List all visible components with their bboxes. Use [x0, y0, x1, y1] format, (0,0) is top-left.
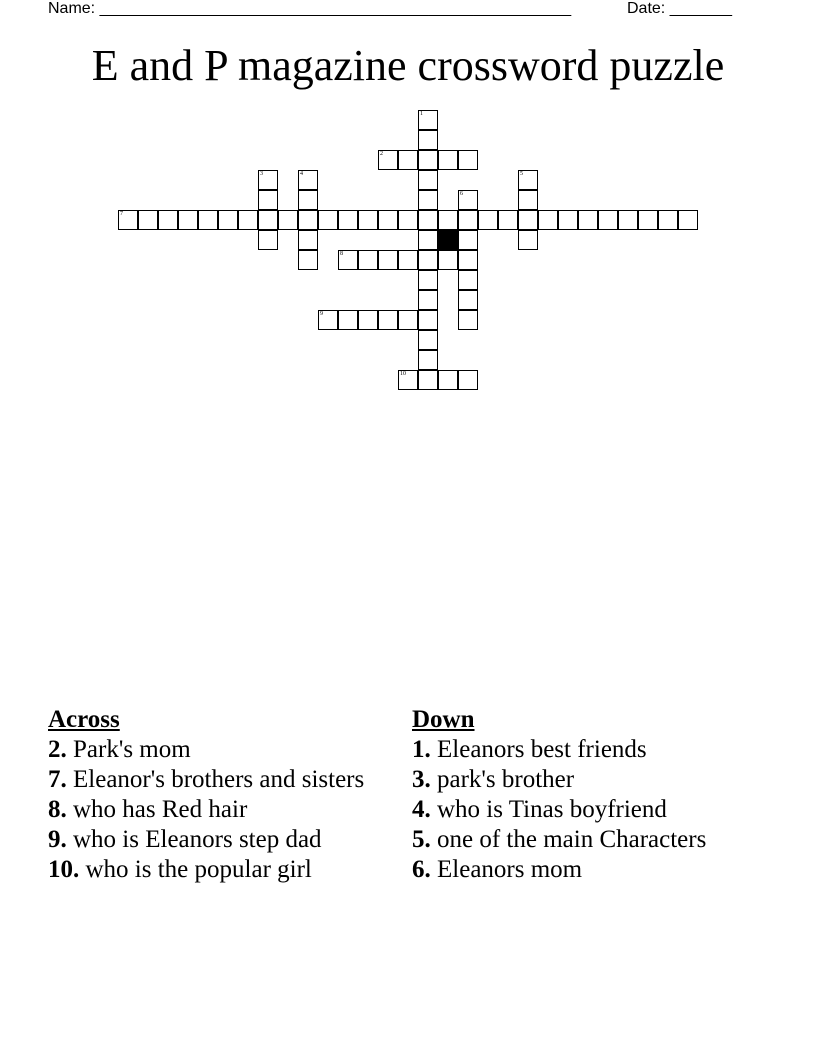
date-line: _______: [669, 0, 732, 17]
grid-cell[interactable]: [418, 290, 438, 310]
cell-number: 9: [320, 311, 323, 317]
grid-cell[interactable]: [358, 310, 378, 330]
grid-cell[interactable]: [538, 210, 558, 230]
clue-text: Eleanors mom: [430, 856, 583, 883]
grid-cell[interactable]: [418, 370, 438, 390]
grid-cell[interactable]: [418, 270, 438, 290]
grid-cell[interactable]: [298, 210, 318, 230]
clue-text: Park's mom: [66, 736, 191, 763]
clue-text: who is Tinas boyfriend: [430, 796, 667, 823]
cell-number: 5: [520, 171, 523, 177]
cell-number: 10: [400, 371, 406, 377]
grid-cell[interactable]: [438, 150, 458, 170]
grid-cell[interactable]: [438, 250, 458, 270]
clue-number: 9.: [48, 826, 67, 853]
grid-cell[interactable]: [258, 210, 278, 230]
clue-number: 6.: [412, 856, 431, 883]
date-label: Date:: [627, 0, 666, 17]
grid-cell[interactable]: [158, 210, 178, 230]
clue-number: 5.: [412, 826, 431, 853]
grid-cell[interactable]: [338, 310, 358, 330]
grid-cell[interactable]: [238, 210, 258, 230]
grid-cell[interactable]: [658, 210, 678, 230]
grid-cell[interactable]: [458, 370, 478, 390]
clue-text: park's brother: [430, 766, 575, 793]
grid-cell[interactable]: [518, 190, 538, 210]
grid-cell[interactable]: [198, 210, 218, 230]
grid-cell[interactable]: [438, 210, 458, 230]
grid-cell[interactable]: [618, 210, 638, 230]
grid-cell[interactable]: [458, 250, 478, 270]
clue-text: who is Eleanors step dad: [66, 826, 322, 853]
grid-cell[interactable]: [518, 170, 538, 190]
grid-block: [438, 230, 458, 250]
clue-item: [412, 795, 752, 825]
grid-cell[interactable]: [498, 210, 518, 230]
grid-cell[interactable]: [298, 250, 318, 270]
grid-cell[interactable]: [258, 190, 278, 210]
across-clues: [48, 705, 388, 885]
across-heading: Across: [48, 706, 120, 733]
grid-cell[interactable]: [298, 190, 318, 210]
grid-cell[interactable]: [138, 210, 158, 230]
grid-cell[interactable]: [458, 190, 478, 210]
clue-text: who has Red hair: [66, 796, 248, 823]
grid-cell[interactable]: [418, 150, 438, 170]
grid-cell[interactable]: [338, 210, 358, 230]
clue-number: 3.: [412, 766, 431, 793]
grid-cell[interactable]: [378, 150, 398, 170]
grid-cell[interactable]: [118, 210, 138, 230]
grid-cell[interactable]: [598, 210, 618, 230]
grid-cell[interactable]: [178, 210, 198, 230]
grid-cell[interactable]: [458, 210, 478, 230]
grid-cell[interactable]: [298, 230, 318, 250]
grid-cell[interactable]: [418, 170, 438, 190]
clue-number: 8.: [48, 796, 67, 823]
grid-cell[interactable]: [378, 250, 398, 270]
clue-text: Eleanors best friends: [430, 736, 647, 763]
grid-cell[interactable]: [318, 310, 338, 330]
grid-cell[interactable]: [458, 150, 478, 170]
grid-cell[interactable]: [438, 370, 458, 390]
grid-cell[interactable]: [418, 130, 438, 150]
across-clue-list: [48, 735, 388, 885]
grid-cell[interactable]: [398, 210, 418, 230]
grid-cell[interactable]: [358, 210, 378, 230]
clue-number: 4.: [412, 796, 431, 823]
clue-item: [48, 795, 388, 825]
clue-item: [48, 765, 388, 795]
grid-cell[interactable]: [398, 150, 418, 170]
grid-cell[interactable]: [418, 330, 438, 350]
cell-number: 7: [120, 211, 123, 217]
grid-cell[interactable]: [338, 250, 358, 270]
grid-cell[interactable]: [518, 230, 538, 250]
grid-cell[interactable]: [258, 170, 278, 190]
grid-cell[interactable]: [418, 110, 438, 130]
down-heading: Down: [412, 706, 475, 733]
grid-cell[interactable]: [318, 210, 338, 230]
cell-number: 3: [260, 171, 263, 177]
clue-item: [412, 855, 752, 885]
grid-cell[interactable]: [518, 210, 538, 230]
cell-number: 8: [340, 251, 343, 257]
grid-cell[interactable]: [418, 190, 438, 210]
grid-cell[interactable]: [578, 210, 598, 230]
grid-cell[interactable]: [418, 210, 438, 230]
grid-cell[interactable]: [398, 370, 418, 390]
grid-cell[interactable]: [418, 310, 438, 330]
clue-text: who is the popular girl: [79, 856, 312, 883]
grid-cell[interactable]: [458, 230, 478, 250]
grid-cell[interactable]: [458, 270, 478, 290]
down-clues: [412, 705, 752, 885]
page-title: E and P magazine crossword puzzle: [91, 41, 725, 90]
grid-cell[interactable]: [418, 230, 438, 250]
grid-cell[interactable]: [418, 250, 438, 270]
clue-text: Eleanor's brothers and sisters: [66, 766, 365, 793]
grid-cell[interactable]: [678, 210, 698, 230]
cell-number: 2: [380, 151, 383, 157]
grid-cell[interactable]: [218, 210, 238, 230]
grid-cell[interactable]: [278, 210, 298, 230]
clue-item: [48, 855, 388, 885]
grid-cell[interactable]: [638, 210, 658, 230]
clue-item: [48, 735, 388, 765]
grid-cell[interactable]: [378, 210, 398, 230]
grid-cell[interactable]: [398, 310, 418, 330]
grid-cell[interactable]: [478, 210, 498, 230]
clue-item: [412, 765, 752, 795]
clue-number: 2.: [48, 736, 67, 763]
grid-cell[interactable]: [358, 250, 378, 270]
name-line: _____________________________________________________: [99, 0, 572, 17]
name-label: Name:: [48, 0, 96, 17]
cell-number: 4: [300, 171, 303, 177]
grid-cell[interactable]: [258, 230, 278, 250]
grid-cell[interactable]: [458, 290, 478, 310]
grid-cell[interactable]: [378, 310, 398, 330]
clue-number: 1.: [412, 736, 431, 763]
clue-text: one of the main Characters: [430, 826, 707, 853]
grid-cell[interactable]: [558, 210, 578, 230]
clue-item: [48, 825, 388, 855]
cell-number: 1: [420, 111, 423, 117]
clue-number: 10.: [48, 856, 80, 883]
grid-cell[interactable]: [298, 170, 318, 190]
grid-cell[interactable]: [398, 250, 418, 270]
crossword-grid: [0, 0, 816, 420]
clue-item: [412, 735, 752, 765]
cell-number: 6: [460, 191, 463, 197]
clue-item: [412, 825, 752, 855]
down-clue-list: [412, 735, 752, 885]
clue-number: 7.: [48, 766, 67, 793]
grid-cell[interactable]: [458, 310, 478, 330]
grid-cell[interactable]: [418, 350, 438, 370]
